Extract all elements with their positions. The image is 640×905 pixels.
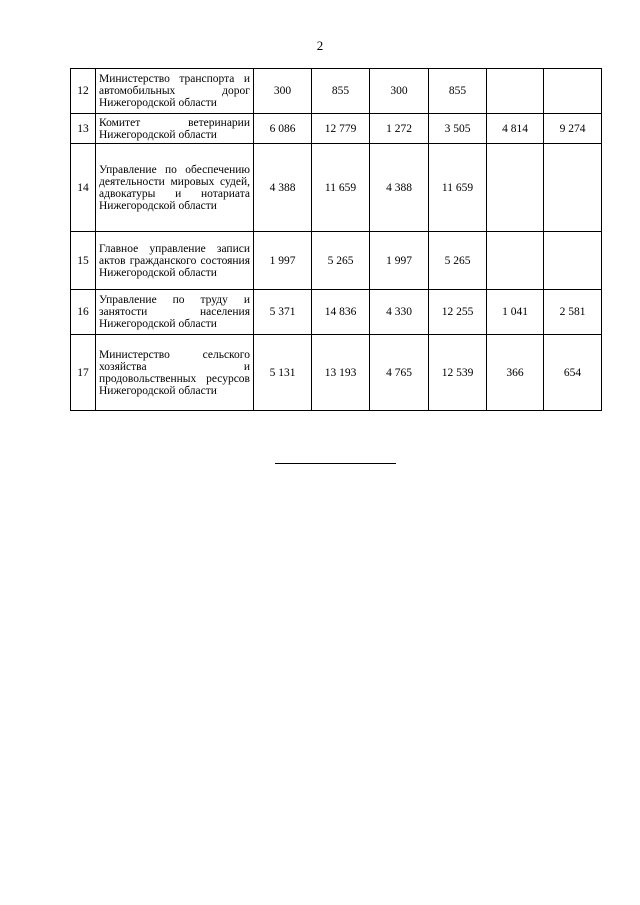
value-cell: 855 <box>312 69 370 114</box>
value-cell: 4 330 <box>370 290 429 335</box>
value-cell: 14 836 <box>312 290 370 335</box>
organization-name: Министерство сельского хозяйства и продовольственных ресурсов Нижегородской области <box>96 335 254 411</box>
value-cell: 13 193 <box>312 335 370 411</box>
value-cell: 654 <box>544 335 602 411</box>
value-cell: 6 086 <box>254 114 312 144</box>
organization-name: Управление по обеспечению деятельности мировых судей, адвокатуры и нотариата Нижегородской области <box>96 144 254 232</box>
value-cell <box>544 69 602 114</box>
value-cell: 12 255 <box>429 290 487 335</box>
value-cell: 4 765 <box>370 335 429 411</box>
value-cell <box>544 144 602 232</box>
value-cell: 855 <box>429 69 487 114</box>
value-cell: 5 371 <box>254 290 312 335</box>
table-row <box>71 144 602 232</box>
value-cell: 5 131 <box>254 335 312 411</box>
row-number: 12 <box>71 69 96 114</box>
end-separator-line <box>275 463 396 464</box>
value-cell: 4 388 <box>254 144 312 232</box>
value-cell: 1 272 <box>370 114 429 144</box>
organization-name: Комитет ветеринарии Нижегородской области <box>96 114 254 144</box>
value-cell: 1 041 <box>487 290 544 335</box>
page-number: 2 <box>316 38 324 53</box>
value-cell: 366 <box>487 335 544 411</box>
row-number: 16 <box>71 290 96 335</box>
value-cell: 1 997 <box>370 232 429 290</box>
table-row <box>71 290 602 335</box>
value-cell <box>487 69 544 114</box>
value-cell: 11 659 <box>312 144 370 232</box>
value-cell: 4 388 <box>370 144 429 232</box>
value-cell: 5 265 <box>312 232 370 290</box>
value-cell <box>487 232 544 290</box>
table-row <box>71 335 602 411</box>
value-cell: 1 997 <box>254 232 312 290</box>
row-number: 14 <box>71 144 96 232</box>
value-cell: 12 539 <box>429 335 487 411</box>
organization-name: Главное управление записи актов гражданского состояния Нижегородской области <box>96 232 254 290</box>
value-cell: 12 779 <box>312 114 370 144</box>
row-number: 13 <box>71 114 96 144</box>
value-cell: 2 581 <box>544 290 602 335</box>
value-cell: 4 814 <box>487 114 544 144</box>
value-cell <box>544 232 602 290</box>
value-cell: 300 <box>370 69 429 114</box>
value-cell: 9 274 <box>544 114 602 144</box>
organization-name: Управление по труду и занятости населения Нижегородской области <box>96 290 254 335</box>
value-cell: 300 <box>254 69 312 114</box>
value-cell: 11 659 <box>429 144 487 232</box>
table-row <box>71 69 602 114</box>
row-number: 15 <box>71 232 96 290</box>
budget-table <box>70 68 602 411</box>
value-cell <box>487 144 544 232</box>
value-cell: 3 505 <box>429 114 487 144</box>
value-cell: 5 265 <box>429 232 487 290</box>
row-number: 17 <box>71 335 96 411</box>
table-row <box>71 114 602 144</box>
table-row <box>71 232 602 290</box>
organization-name: Министерство транспорта и автомобильных дорог Нижегородской области <box>96 69 254 114</box>
